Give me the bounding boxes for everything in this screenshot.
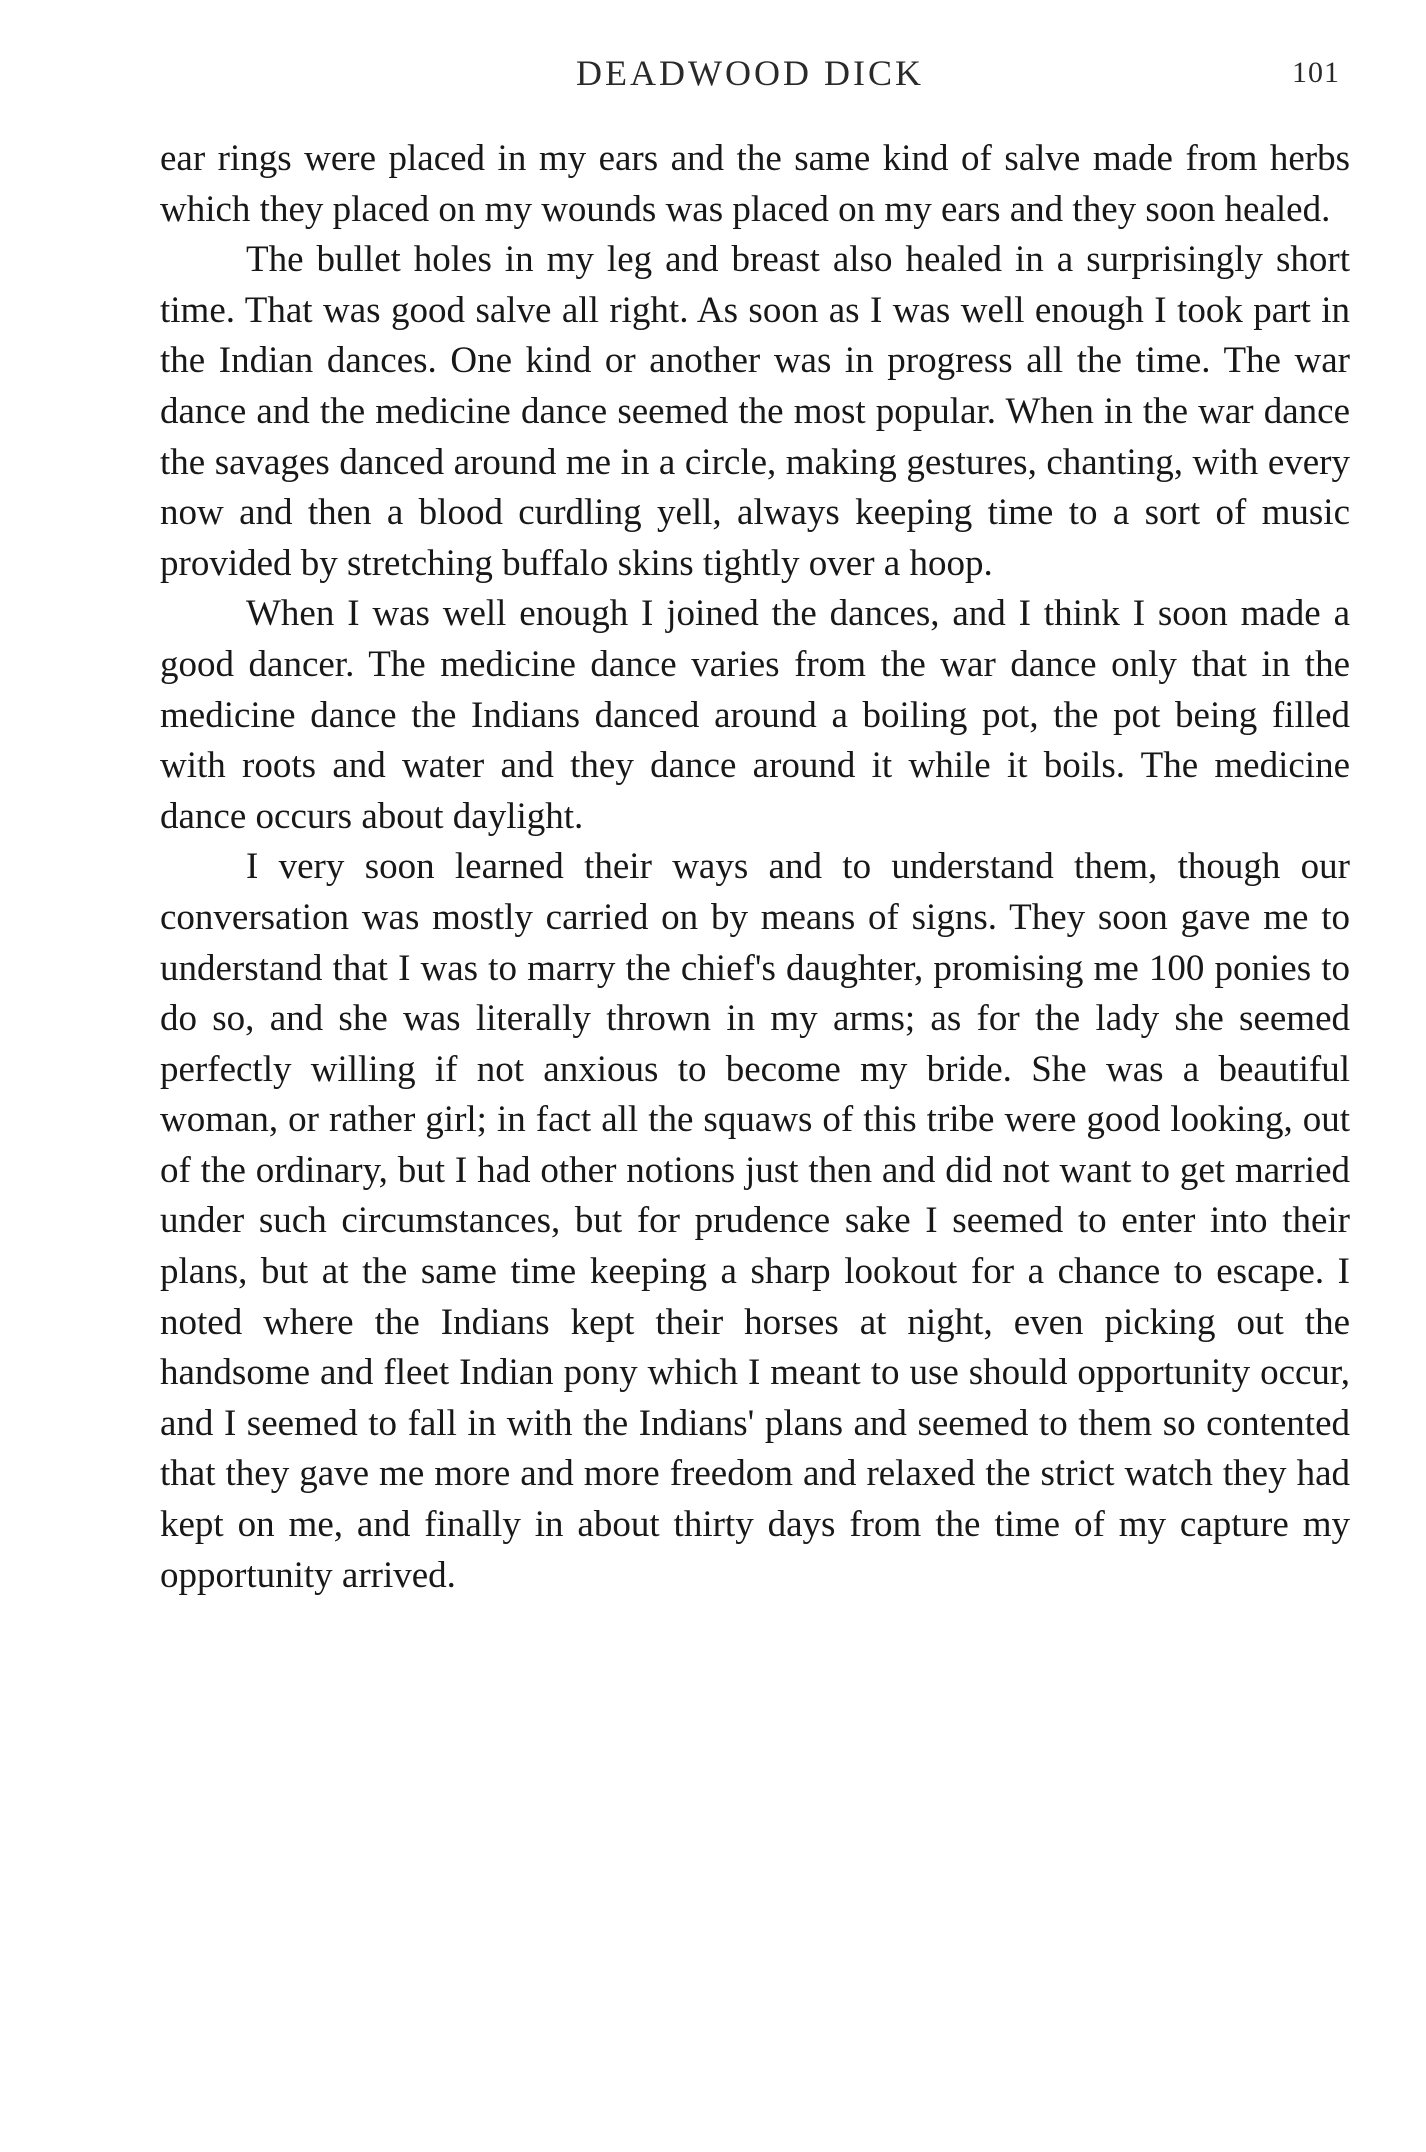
running-title: DEADWOOD DICK <box>576 53 924 93</box>
paragraph-medicine-dance: When I was well enough I joined the dances, and I think I soon made a good dancer. The medicine dance varies from the war dance only that in the medicine dance the Indians danced around a boiling pot, the pot being filled with roots and water and they dance around it while it boils. The medicine dance occurs about daylight. <box>160 593 1350 837</box>
paragraph-continued: ear rings were placed in my ears and the same kind of salve made from herbs which they placed on my wounds was placed on my ears and they soon healed. <box>160 138 1350 230</box>
paragraph-healing-and-dances: The bullet holes in my leg and breast also healed in a surprisingly short time. That was good salve all right. As soon as I was well enough I took part in the Indian dances. One kind or another was in progress all the time. The war dance and the medicine dance seemed the most popular. When in the war dance the savages danced around me in a circle, making gestures, chanting, with every now and then a blood curdling yell, always keeping time to a sort of music provided by stretching buffalo skins tightly over a hoop. <box>160 239 1350 584</box>
paragraph-escape-plan: I very soon learned their ways and to understand them, though our conversation was mostly carried on by means of signs. They soon gave me to understand that I was to marry the chief's daughter, promising me 100 ponies to do so, and she was literally thrown in my arms; as for the lady she seemed perfectly willing if not anxious to become my bride. She was a beautiful woman, or rather girl; in fact all the squaws of this tribe were good looking, out of the ordinary, but I had other notions just then and did not want to get married under such circumstances, but for prudence sake I seemed to enter into their plans, but at the same time keeping a sharp lookout for a chance to escape. I noted where the Indians kept their horses at night, even picking out the handsome and fleet Indian pony which I meant to use should opportunity occur, and I seemed to fall in with the Indians' plans and seemed to them so contented that they gave me more and more freedom and relaxed the strict watch they had kept on me, and finally in about thirty days from the time of my capture my opportunity arrived. <box>160 846 1350 1596</box>
body-text <box>160 134 1350 1601</box>
page-number: 101 <box>1292 56 1340 89</box>
running-header <box>0 52 1426 112</box>
